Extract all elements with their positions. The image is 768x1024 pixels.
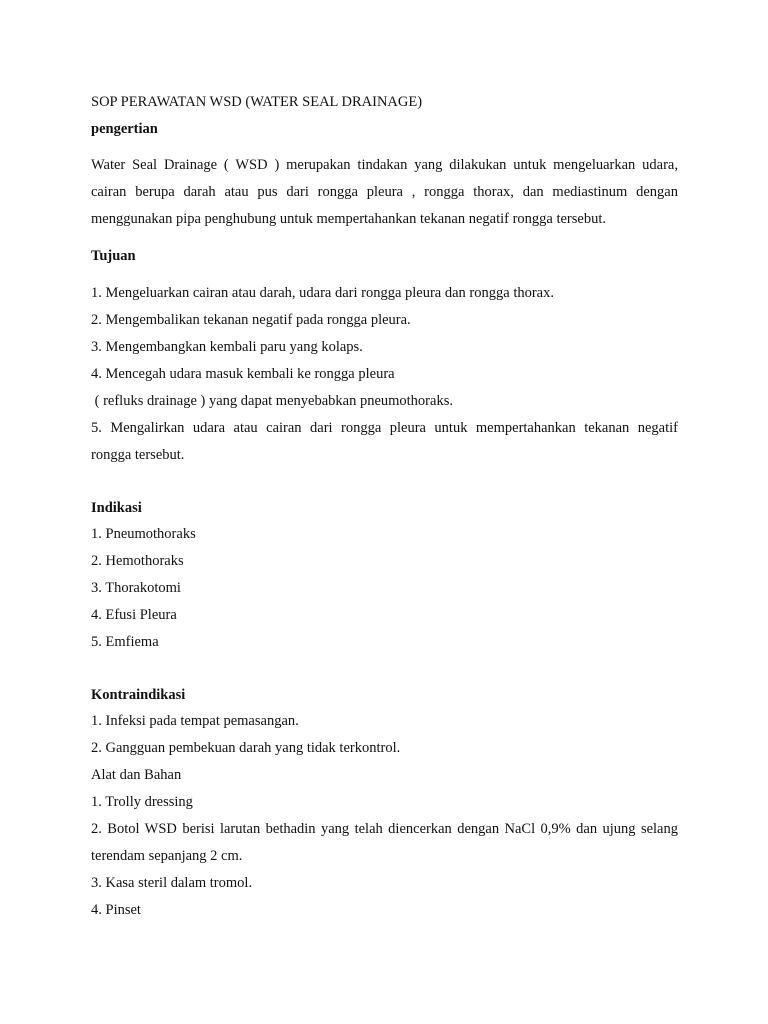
indikasi-item: 2. Hemothoraks xyxy=(91,553,184,569)
tujuan-line: ( refluks drainage ) yang dapat menyebabkan pneumothoraks. xyxy=(91,393,453,409)
alat-bahan-line: 2. Botol WSD berisi larutan bethadin yang telah diencerkan dengan NaCl 0,9% dan ujung selang xyxy=(91,821,678,837)
kontraindikasi-item: 2. Gangguan pembekuan darah yang tidak terkontrol. xyxy=(91,740,401,756)
heading-indikasi: Indikasi xyxy=(91,500,142,516)
tujuan-line: 2. Mengembalikan tekanan negatif pada rongga pleura. xyxy=(91,312,411,328)
indikasi-item: 4. Efusi Pleura xyxy=(91,607,177,623)
pengertian-line: menggunakan pipa penghubung untuk mempertahankan tekanan negatif rongga tersebut. xyxy=(91,211,606,227)
tujuan-line: 5. Mengalirkan udara atau cairan dari rongga pleura untuk mempertahankan tekanan negatif xyxy=(91,420,678,436)
heading-pengertian: pengertian xyxy=(91,121,158,137)
pengertian-line: cairan berupa darah atau pus dari rongga pleura , rongga thorax, dan mediastinum dengan xyxy=(91,184,678,200)
heading-kontraindikasi: Kontraindikasi xyxy=(91,687,186,703)
indikasi-item: 1. Pneumothoraks xyxy=(91,526,196,542)
alat-bahan-line: 3. Kasa steril dalam tromol. xyxy=(91,875,253,891)
document-title: SOP PERAWATAN WSD (WATER SEAL DRAINAGE) xyxy=(91,94,423,110)
alat-bahan-line: 1. Trolly dressing xyxy=(91,794,193,810)
alat-bahan-line: terendam sepanjang 2 cm. xyxy=(91,848,243,864)
indikasi-item: 5. Emfiema xyxy=(91,634,159,650)
heading-tujuan: Tujuan xyxy=(91,248,136,264)
tujuan-line: 1. Mengeluarkan cairan atau darah, udara dari rongga pleura dan rongga thorax. xyxy=(91,285,554,301)
kontraindikasi-item: 1. Infeksi pada tempat pemasangan. xyxy=(91,713,299,729)
pengertian-line: Water Seal Drainage ( WSD ) merupakan tindakan yang dilakukan untuk mengeluarkan udara, xyxy=(91,157,678,173)
alat-bahan-line: 4. Pinset xyxy=(91,902,141,918)
tujuan-line: 3. Mengembangkan kembali paru yang kolaps. xyxy=(91,339,363,355)
indikasi-item: 3. Thorakotomi xyxy=(91,580,181,596)
tujuan-line: rongga tersebut. xyxy=(91,447,185,463)
heading-alat-bahan: Alat dan Bahan xyxy=(91,767,182,783)
tujuan-line: 4. Mencegah udara masuk kembali ke rongga pleura xyxy=(91,366,395,382)
